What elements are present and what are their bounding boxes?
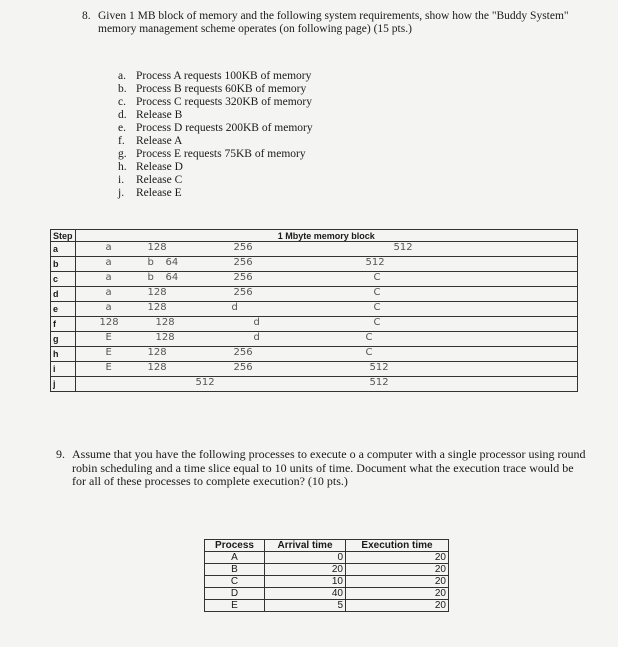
table-row [205, 564, 449, 576]
hand-cell: C [373, 272, 381, 283]
memory-row [75, 362, 577, 377]
column-header: Execution time [346, 540, 449, 552]
hand-cell: b [147, 272, 154, 283]
hand-cell: 128 [155, 332, 175, 343]
item-letter: a. [118, 70, 126, 82]
step-header: Step [51, 230, 76, 242]
question-8 [82, 10, 582, 35]
execution-cell: 20 [346, 564, 449, 576]
item-text: Release E [136, 187, 182, 199]
step-label: a [51, 242, 76, 257]
table-row [205, 552, 449, 564]
list-item [118, 135, 313, 148]
memory-row [75, 242, 577, 257]
hand-cell: 256 [233, 287, 253, 298]
table-row [51, 332, 578, 347]
memory-row [75, 332, 577, 347]
hand-cell: d [253, 332, 260, 343]
hand-cell: 128 [147, 242, 167, 253]
table-row [205, 588, 449, 600]
step-label: e [51, 302, 76, 317]
hand-cell: E [105, 362, 112, 373]
item-letter: h. [118, 161, 127, 173]
hand-cell: 512 [369, 362, 389, 373]
item-letter: f. [118, 135, 125, 147]
list-item [118, 83, 313, 96]
column-header: Arrival time [265, 540, 346, 552]
table-row [51, 347, 578, 362]
item-letter: e. [118, 122, 126, 134]
item-text: Process C requests 320KB of memory [136, 96, 312, 108]
table-row [205, 576, 449, 588]
step-label: i [51, 362, 76, 377]
hand-cell: 128 [155, 317, 175, 328]
memory-row [75, 317, 577, 332]
step-label: d [51, 287, 76, 302]
arrival-cell: 40 [265, 588, 346, 600]
process-cell: D [205, 588, 265, 600]
hand-cell: E [105, 347, 112, 358]
arrival-cell: 5 [265, 600, 346, 612]
memory-row [75, 302, 577, 317]
table-row [51, 287, 578, 302]
hand-cell: 128 [99, 317, 119, 328]
hand-cell: C [365, 332, 373, 343]
hand-cell: 512 [365, 257, 385, 268]
list-item [118, 161, 313, 174]
item-text: Process E requests 75KB of memory [136, 148, 306, 160]
hand-cell: C [373, 287, 381, 298]
list-item [118, 187, 313, 200]
process-cell: A [205, 552, 265, 564]
item-text: Process A requests 100KB of memory [136, 70, 312, 82]
memory-row [75, 347, 577, 362]
question-9 [56, 448, 586, 489]
hand-cell: 256 [233, 347, 253, 358]
table-row [51, 377, 578, 392]
hand-cell: a [105, 242, 112, 253]
hand-cell: a [105, 302, 112, 313]
hand-cell: d [253, 317, 260, 328]
hand-cell: 256 [233, 257, 253, 268]
list-item [118, 174, 313, 187]
hand-cell: 256 [233, 242, 253, 253]
hand-cell: d [231, 302, 238, 313]
arrival-cell: 10 [265, 576, 346, 588]
item-letter: g. [118, 148, 127, 160]
list-item [118, 96, 313, 109]
step-label: b [51, 257, 76, 272]
execution-cell: 20 [346, 600, 449, 612]
question-8-text: Given 1 MB block of memory and the following system requirements, show how the "Buddy System" memory management scheme operates (on following page) (15 pts.) [98, 10, 569, 35]
hand-cell: b [147, 257, 154, 268]
item-text: Release D [136, 161, 183, 173]
arrival-cell: 0 [265, 552, 346, 564]
item-letter: c. [118, 96, 126, 108]
execution-cell: 20 [346, 552, 449, 564]
item-letter: b. [118, 83, 127, 95]
list-item [118, 148, 313, 161]
table-row [51, 302, 578, 317]
list-item [118, 122, 313, 135]
table-header-row [51, 230, 578, 242]
hand-cell: 512 [195, 377, 215, 388]
memory-row [75, 287, 577, 302]
column-header: Process [205, 540, 265, 552]
item-text: Process B requests 60KB of memory [136, 83, 307, 95]
question-8-items [118, 70, 313, 200]
process-cell: C [205, 576, 265, 588]
memory-row [75, 377, 577, 392]
hand-cell: 512 [369, 377, 389, 388]
memory-row [75, 257, 577, 272]
arrival-cell: 20 [265, 564, 346, 576]
item-text: Process D requests 200KB of memory [136, 122, 313, 134]
table-row [51, 242, 578, 257]
process-table [204, 539, 449, 612]
hand-cell: C [365, 347, 373, 358]
memory-row [75, 272, 577, 287]
table-row [205, 600, 449, 612]
item-text: Release B [136, 109, 183, 121]
step-label: g [51, 332, 76, 347]
hand-cell: 64 [165, 257, 179, 268]
table-row [51, 317, 578, 332]
execution-cell: 20 [346, 576, 449, 588]
hand-cell: 128 [147, 347, 167, 358]
table-row [51, 272, 578, 287]
item-text: Release A [136, 135, 183, 147]
question-9-text: Assume that you have the following processes to execute o a computer with a single processor using round robin scheduling and a time slice equal to 10 units of time. Document what the execution trace would be for all of these processes to complete execution? (10 pts.) [72, 447, 586, 488]
list-item [118, 70, 313, 83]
hand-cell: 64 [165, 272, 179, 283]
table-header-row [205, 540, 449, 552]
table-row [51, 257, 578, 272]
execution-cell: 20 [346, 588, 449, 600]
step-label: f [51, 317, 76, 332]
item-letter: i. [118, 174, 125, 186]
hand-cell: 128 [147, 302, 167, 313]
step-label: j [51, 377, 76, 392]
hand-cell: 256 [233, 272, 253, 283]
process-cell: E [205, 600, 265, 612]
hand-cell: E [105, 332, 112, 343]
question-8-number: 8. [82, 10, 91, 22]
hand-cell: C [373, 302, 381, 313]
list-item [118, 109, 313, 122]
hand-cell: a [105, 257, 112, 268]
item-letter: d. [118, 109, 127, 121]
buddy-memory-table [50, 229, 578, 392]
step-label: c [51, 272, 76, 287]
step-label: h [51, 347, 76, 362]
question-9-number: 9. [56, 447, 65, 461]
memory-block-header: 1 Mbyte memory block [75, 230, 577, 242]
process-cell: B [205, 564, 265, 576]
hand-cell: 128 [147, 287, 167, 298]
hand-cell: 512 [393, 242, 413, 253]
hand-cell: a [105, 272, 112, 283]
item-text: Release C [136, 174, 183, 186]
hand-cell: a [105, 287, 112, 298]
hand-cell: 256 [233, 362, 253, 373]
hand-cell: 128 [147, 362, 167, 373]
table-row [51, 362, 578, 377]
item-letter: j. [118, 187, 125, 199]
hand-cell: C [373, 317, 381, 328]
